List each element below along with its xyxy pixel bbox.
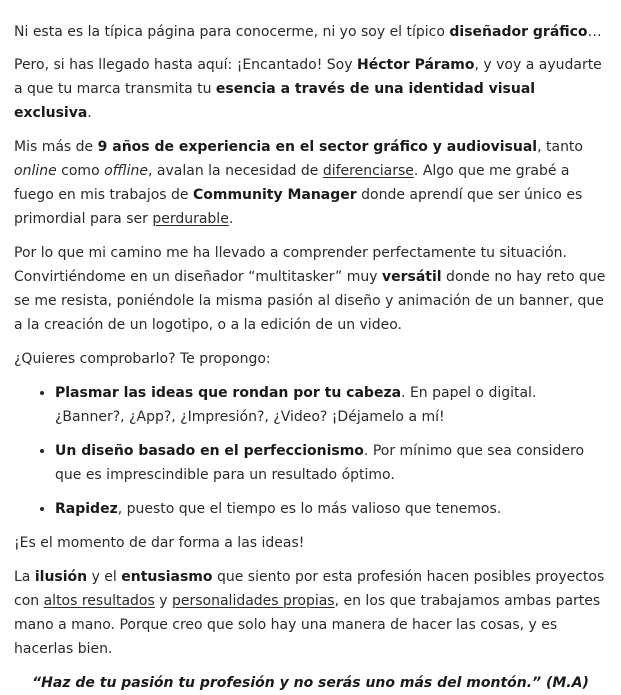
bold-text: diseñador gráfico [449,24,588,40]
text-span: que siento por esta profesión hacen posibles proyectos con [14,569,605,609]
text-span: como [56,163,105,179]
list-item [55,439,607,487]
bold-text: Un diseño basado en el perfeccionismo [55,443,364,459]
italic-text: offline [104,163,149,179]
call-to-action-paragraph [14,531,607,555]
path-paragraph [14,241,607,337]
diferenciarse-link[interactable]: diferenciarse [322,163,414,179]
text-span: ¡Es el momento de dar forma a las ideas! [14,535,305,551]
text-span: . [87,105,92,121]
passion-paragraph [14,565,607,661]
text-span: donde aprendí que ser único es primordial para ser [14,187,583,227]
text-span: Por lo que mi camino me ha llevado a comprender perfectamente tu situación. Convirtiéndome en un diseñador “multitasker” muy [14,245,567,285]
bold-text: entusiasmo [121,569,213,585]
text-span: , avalan la necesidad de [148,163,323,179]
proposal-list [14,381,607,521]
text-span: , en los que trabajamos ambas partes mano a mano. Porque creo que solo hay una manera de hacer las cosas, y es hacerlas bien. [14,593,601,657]
text-span: . Por mínimo que sea considero que es imprescindible para un resultado óptimo. [55,443,585,483]
personalidades-propias-link[interactable]: personalidades propias [171,593,335,609]
perdurable-link[interactable]: perdurable [152,211,229,227]
text-span: . Algo que me grabé a fuego en mis trabajos de [14,163,570,203]
bold-text: esencia a través de una identidad visual exclusiva [14,81,536,121]
text-span: . En papel o digital. ¿Banner?, ¿App?, ¿Impresión?, ¿Video? ¡Déjamelo a mí! [55,385,537,425]
italic-text: online [14,163,57,179]
text-span: , tanto [537,139,583,155]
experience-paragraph [14,135,607,231]
text-span: y el [87,569,122,585]
bold-text: versátil [382,269,442,285]
text-span: y [154,593,172,609]
altos-resultados-link[interactable]: altos resultados [43,593,155,609]
text-span: , y voy a ayudarte a que tu marca transmita tu [14,57,602,97]
bold-text: Community Manager [192,187,357,203]
list-item [55,497,607,521]
text-span: La [14,569,35,585]
text-span: ¿Quieres comprobarlo? Te propongo: [14,351,271,367]
text-span: Ni esta es la típica página para conocerme, ni yo soy el típico [14,24,450,40]
list-item [55,381,607,429]
text-span: . [228,211,234,227]
bold-text: 9 años de experiencia en el sector gráfico y audiovisual [97,139,538,155]
greeting-paragraph [14,53,607,125]
bold-text: ilusión [34,569,88,585]
text-span: donde no hay reto que se me resista, poniéndole la misma pasión al diseño y animación de un banner, que a la creación de un logotipo, o a la edición de un video. [14,269,606,333]
text-span: Pero, si has llegado hasta aquí: ¡Encantado! Soy [14,57,357,73]
bold-text: Plasmar las ideas que rondan por tu cabeza [55,385,402,401]
text-span: Mis más de [14,139,98,155]
text-span: … [587,24,602,40]
intro-paragraph [14,20,607,44]
closing-quote: “Haz de tu pasión tu profesión y no serás uno más del montón.” (M.A) [32,675,589,691]
text-span: , puesto que el tiempo es lo más valioso que tenemos. [117,501,502,517]
bold-text: Rapidez [55,501,118,517]
author-name: Héctor Páramo [356,57,475,73]
proposal-paragraph [14,347,607,371]
